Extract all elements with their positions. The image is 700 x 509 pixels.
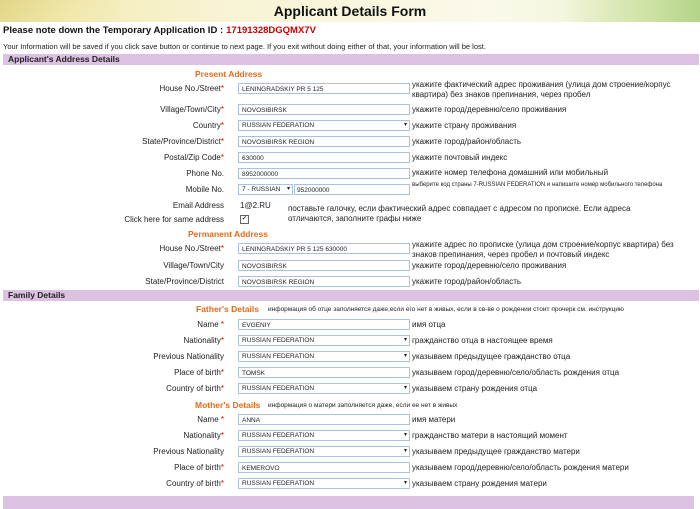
mother-cob-select[interactable]: RUSSIAN FEDERATION ▾ xyxy=(238,478,410,489)
father-nationality-select[interactable]: RUSSIAN FEDERATION ▾ xyxy=(238,335,410,346)
father-pob-hint: указываем город/деревню/село/область рождения отца xyxy=(412,368,620,377)
state-hint: укажите город/район/область xyxy=(412,137,522,146)
mother-pob-hint: указываем город/деревню/село/область рождения матери xyxy=(412,463,629,472)
temp-id-note xyxy=(3,25,316,36)
father-cob-select[interactable]: RUSSIAN FEDERATION ▾ xyxy=(238,383,410,394)
perm-village-hint: укажите город/деревню/село проживания xyxy=(412,261,567,270)
chevron-down-icon: ▾ xyxy=(403,432,407,438)
perm-house-label: House No./Street* xyxy=(159,244,224,253)
postal-label: Postal/Zip Code* xyxy=(163,153,224,162)
perm-house-input[interactable]: LENINGRADSKIY PR 5 125 630000 xyxy=(238,243,410,254)
perm-village-label: Village/Town/City xyxy=(163,261,224,270)
father-name-input[interactable]: EVGENIY xyxy=(238,319,410,330)
permanent-address-title: Permanent Address xyxy=(188,229,268,239)
father-pob-label: Place of birth* xyxy=(174,368,224,377)
house-hint: укажите фактический адрес проживания (улица дом строение/корпус квартира) без знаков препинания, через пробел xyxy=(412,80,671,99)
mobile-code-select[interactable]: 7 - RUSSIAN ▾ xyxy=(238,184,293,195)
phone-hint: укажите номер телефона домашний или мобильный xyxy=(412,168,609,177)
mother-name-label: Name * xyxy=(197,415,224,424)
phone-input[interactable]: 8952000000 xyxy=(238,168,410,179)
chevron-down-icon: ▾ xyxy=(403,337,407,343)
phone-label: Phone No. xyxy=(186,169,224,178)
mother-nationality-select[interactable]: RUSSIAN FEDERATION ▾ xyxy=(238,430,410,441)
perm-house-hint: укажите адрес по прописке (улица дом строение/корпус квартира) без знаков препинания, через пробел и почтовый индекс xyxy=(412,240,674,259)
temp-id-value: 17191328DGQMX7V xyxy=(226,25,316,36)
father-note: информация об отце заполняется даже,если его нет в живых, если в св-ве о рождении стоит прочерк см. инструкцию xyxy=(268,306,624,313)
country-hint: укажите страну проживания xyxy=(412,121,517,130)
mother-cob-hint: указываем страну рождения матери xyxy=(412,479,547,488)
village-label: Village/Town/City* xyxy=(160,105,224,114)
mother-details-title: Mother's Details xyxy=(195,400,261,410)
present-address-title: Present Address xyxy=(195,69,263,79)
chevron-down-icon: ▾ xyxy=(403,385,407,391)
same-address-checkbox[interactable]: ✓ xyxy=(241,215,248,222)
mobile-label: Mobile No. xyxy=(185,185,224,194)
mother-prev-label: Previous Nationality xyxy=(153,447,224,456)
perm-state-hint: укажите город/район/область xyxy=(412,277,522,286)
save-info: Your Information will be saved if you click save button or continue to next page. If you exit without doing either of that, your information will be lost. xyxy=(3,42,486,51)
mother-pob-input[interactable]: KEMEROVO xyxy=(238,462,410,473)
country-select[interactable]: RUSSIAN FEDERATION ▾ xyxy=(238,120,410,131)
temp-id-label: Please note down the Temporary Application ID : xyxy=(3,25,224,36)
perm-state-input[interactable]: NOVOSIBIRSK REGION xyxy=(238,276,410,287)
father-details-title: Father's Details xyxy=(196,304,259,314)
father-name-hint: имя отца xyxy=(412,320,446,329)
email-value: 1@2.RU xyxy=(240,201,271,210)
father-cob-hint: указываем страну рождения отца xyxy=(412,384,538,393)
father-prev-nationality-select[interactable]: RUSSIAN FEDERATION ▾ xyxy=(238,351,410,362)
perm-state-label: State/Province/District xyxy=(145,277,224,286)
state-label: State/Province/District* xyxy=(142,137,224,146)
section-address-header: Applicant's Address Details xyxy=(3,54,699,65)
mother-note: информация о матери заполняется даже, если ее нет в живых xyxy=(268,402,458,409)
chevron-down-icon: ▾ xyxy=(403,448,407,454)
perm-village-input[interactable]: NOVOSIBIRSK xyxy=(238,260,410,271)
mother-nat-hint: гражданство матери в настоящий момент xyxy=(412,431,568,440)
mother-name-hint: имя матери xyxy=(412,415,456,424)
father-prev-label: Previous Nationality xyxy=(153,352,224,361)
same-address-hint: поставьте галочку, если фактический адрес совпадает с адресом по прописке. Если адреса отличаются, заполните графы ниже xyxy=(288,204,631,223)
village-input[interactable]: NOVOSIBIRSK xyxy=(238,104,410,115)
mobile-input[interactable]: 952000000 xyxy=(294,184,410,195)
mother-prev-hint: указываем предыдущее гражданство матери xyxy=(412,447,580,456)
mother-pob-label: Place of birth* xyxy=(174,463,224,472)
father-nat-hint: гражданство отца в настоящее время xyxy=(412,336,553,345)
house-street-input[interactable]: LENINGRADSKIY PR 5 125 xyxy=(238,83,410,94)
chevron-down-icon: ▾ xyxy=(286,186,290,192)
page-title: Applicant Details Form xyxy=(273,3,427,19)
chevron-down-icon: ▾ xyxy=(403,480,407,486)
chevron-down-icon: ▾ xyxy=(403,122,407,128)
chevron-down-icon: ▾ xyxy=(403,353,407,359)
section-family-header: Family Details xyxy=(3,290,699,301)
email-label: Email Address xyxy=(172,201,224,210)
father-name-label: Name * xyxy=(197,320,224,329)
father-prev-hint: указываем предыдущее гражданство отца xyxy=(412,352,571,361)
mother-nat-label: Nationality* xyxy=(183,431,224,440)
father-cob-label: Country of birth* xyxy=(166,384,224,393)
country-label: Country* xyxy=(192,121,224,130)
village-hint: укажите город/деревню/село проживания xyxy=(412,105,567,114)
mother-name-input[interactable]: ANNA xyxy=(238,414,410,425)
same-address-label: Click here for same address xyxy=(124,215,224,224)
postal-hint: укажите почтовый индекс xyxy=(412,153,508,162)
father-pob-input[interactable]: TOMSK xyxy=(238,367,410,378)
house-label: House No./Street* xyxy=(159,84,224,93)
mother-cob-label: Country of birth* xyxy=(166,479,224,488)
postal-input[interactable]: 630000 xyxy=(238,152,410,163)
title-bar xyxy=(0,0,700,22)
mobile-hint: выберите код страны 7-RUSSIAN FEDERATION и напишите номер мобильного телефона xyxy=(412,182,663,188)
state-input[interactable]: NOVOSIBIRSK REGION xyxy=(238,136,410,147)
footer-bar xyxy=(3,496,694,509)
mother-prev-nationality-select[interactable]: RUSSIAN FEDERATION ▾ xyxy=(238,446,410,457)
father-nat-label: Nationality* xyxy=(183,336,224,345)
